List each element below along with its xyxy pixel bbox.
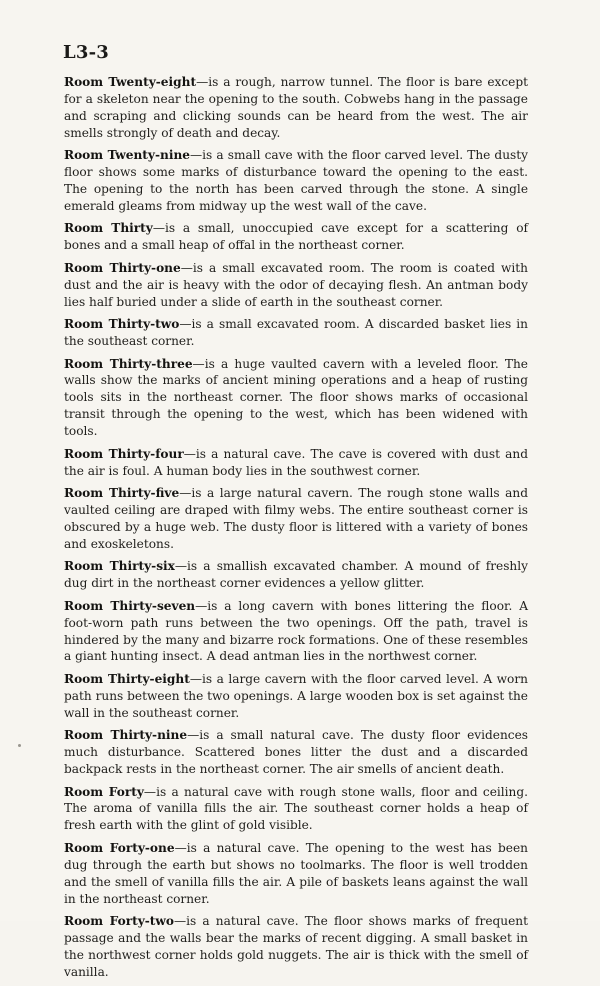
room-name: Room Forty-one xyxy=(64,840,175,855)
room-entry xyxy=(64,558,528,592)
room-name: Room Twenty-nine xyxy=(64,148,191,163)
room-name: Room Thirty-one xyxy=(64,260,181,275)
room-name: Room Thirty-eight xyxy=(64,671,190,686)
em-dash: — xyxy=(189,671,202,686)
room-name: Room Thirty-four xyxy=(64,446,184,461)
room-entry xyxy=(64,220,528,254)
room-description: is a smallish excavated chamber. A mound of freshly dug dirt in the northeast corner evidences a yellow glitter. xyxy=(64,559,528,591)
em-dash: — xyxy=(173,914,187,929)
room-name: Room Forty xyxy=(64,784,144,799)
room-entry xyxy=(64,356,528,441)
room-description: is a large natural cavern. The rough stone walls and vaulted ceiling are draped with filmy webs. The entire southeast corner is obscured by a huge web. The dusty floor is littered with a variety of bones and exoskeletons. xyxy=(64,486,528,551)
em-dash: — xyxy=(152,221,165,236)
room-description: is a small excavated room. The room is coated with dust and the air is heavy with the odor of decaying flesh. An antman body lies half buried under a slide of earth in the southeast corner. xyxy=(64,260,528,309)
room-entry xyxy=(64,316,528,350)
em-dash: — xyxy=(183,446,196,461)
room-name: Room Thirty-six xyxy=(64,559,175,574)
room-name: Room Twenty-eight xyxy=(64,75,197,89)
room-entry xyxy=(64,671,528,722)
room-description: is a natural cave with rough stone walls, floor and ceiling. The aroma of vanilla fills the air. The southeast corner holds a heap of fresh earth with the glint of gold visible. xyxy=(64,784,528,833)
room-entry xyxy=(64,74,528,142)
room-description: is a large cavern with the floor carved level. A worn path runs between the two openings. A large wooden box is set against the wall in the southeast corner. xyxy=(64,671,528,720)
paper-speck xyxy=(18,744,21,747)
room-entry xyxy=(64,913,528,981)
room-entry xyxy=(64,840,528,908)
em-dash: — xyxy=(195,598,208,613)
room-name: Room Thirty xyxy=(64,221,153,236)
room-entry xyxy=(64,446,528,480)
em-dash: — xyxy=(143,784,157,799)
em-dash: — xyxy=(174,840,187,855)
room-description: is a small cave with the floor carved level. The dusty floor shows some marks of disturbance toward the opening to the east. The opening to the north has been carved through the stone. A single emerald gleams from midway up the west wall of the cave. xyxy=(64,148,528,213)
page-identifier: L3-3 xyxy=(63,42,109,63)
room-entry xyxy=(64,598,528,666)
room-entry xyxy=(64,727,528,778)
em-dash: — xyxy=(192,356,205,371)
em-dash: — xyxy=(187,728,200,743)
room-description: is a small excavated room. A discarded basket lies in the southeast corner. xyxy=(64,317,528,349)
room-name: Room Thirty-nine xyxy=(64,728,188,743)
em-dash: — xyxy=(190,148,203,163)
room-description: is a huge vaulted cavern with a leveled floor. The walls show the marks of ancient mining operations and a heap of rusting tools sits in the northeast corner. The floor shows marks of occasional transit through the opening to the west, which has been widened with tools. xyxy=(64,356,528,439)
room-name: Room Thirty-seven xyxy=(64,598,196,613)
room-name: Room Forty-two xyxy=(64,914,174,929)
em-dash: — xyxy=(179,486,192,501)
room-description: is a long cavern with bones littering the floor. A foot-worn path runs between the two openings. Off the path, travel is hindered by the many and bizarre rock formations. One of these resembles a giant hunting insect. A dead antman lies in the northwest corner. xyxy=(64,598,529,664)
em-dash: — xyxy=(196,75,209,89)
room-description: is a rough, narrow tunnel. The floor is bare except for a skeleton near the opening to the south. Cobwebs hang in the passage and scraping and clicking sounds can be heard from the west. The air smells strongly of death and decay. xyxy=(64,75,528,140)
room-name: Room Thirty-five xyxy=(64,486,180,501)
em-dash: — xyxy=(180,260,193,275)
room-name: Room Thirty-two xyxy=(64,317,180,332)
room-description: is a natural cave. The floor shows marks of frequent passage and the walls bear the marks of recent digging. A small basket in the northwest corner holds gold nuggets. The air is thick with the smell of vanilla. xyxy=(64,914,528,979)
room-name: Room Thirty-three xyxy=(64,356,193,371)
room-entry xyxy=(64,260,528,311)
room-entry xyxy=(64,784,528,835)
room-description: is a natural cave. The opening to the west has been dug through the earth but shows no toolmarks. The floor is well trodden and the smell of vanilla fills the air. A pile of baskets leans against the wall in the northeast corner. xyxy=(64,840,528,906)
em-dash: — xyxy=(174,559,188,574)
em-dash: — xyxy=(179,317,192,332)
room-description: is a natural cave. The cave is covered with dust and the air is foul. A human body lies in the southwest corner. xyxy=(64,446,528,478)
room-descriptions xyxy=(64,74,528,986)
room-entry xyxy=(64,485,528,553)
room-description: is a small, unoccupied cave except for a scattering of bones and a small heap of offal in the northeast corner. xyxy=(64,221,528,253)
room-entry xyxy=(64,147,528,215)
room-description: is a small natural cave. The dusty floor evidences much disturbance. Scattered bones litter the dust and a discarded backpack rests in the northeast corner. The air smells of ancient death. xyxy=(64,728,528,777)
